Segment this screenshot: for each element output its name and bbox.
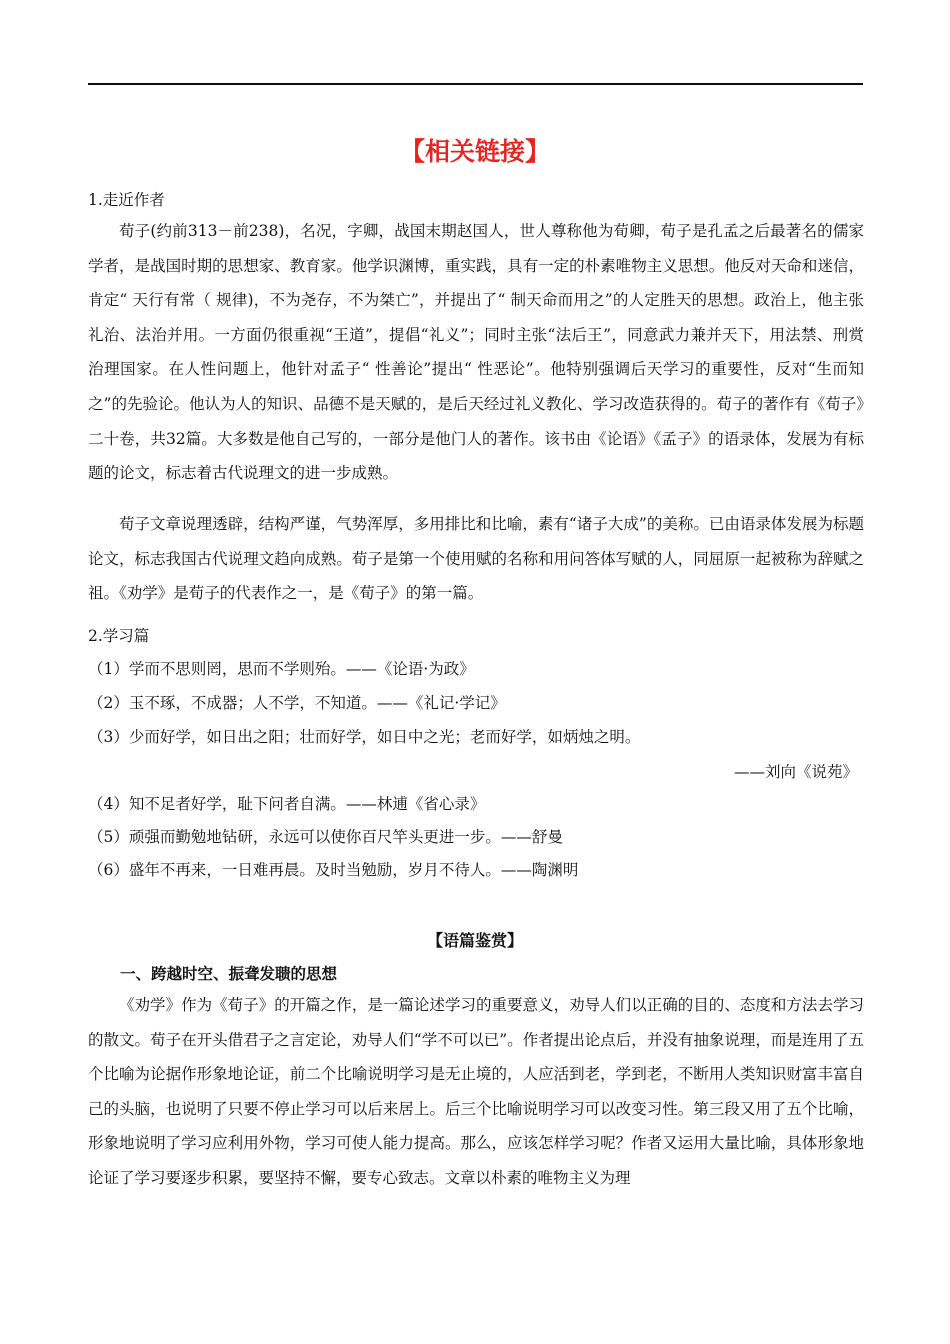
quote-4: （4）知不足者好学，耻下问者自满。——林逋《省心录》: [88, 795, 486, 813]
quote-5: （5）顽强而勤勉地钻研，永远可以使你百尺竿头更进一步。——舒曼: [88, 828, 563, 846]
author-paragraph-2: 荀子文章说理透辟，结构严谨，气势浑厚，多用排比和比喻，素有“诸子大成”的美称。已由语录体发展为标题论文，标志我国古代说理文趋向成熟。荀子是第一个使用赋的名称和用问答体写赋的人，同屈原一起被称为辞赋之祖。《劝学》是荀子的代表作之一，是《荀子》的第一篇。: [88, 515, 864, 603]
appreciation-subheading: 一、跨越时空、振聋发聩的思想: [120, 965, 338, 983]
page-title: 【相关链接】: [399, 137, 550, 166]
appreciation-paragraph: 《劝学》作为《荀子》的开篇之作，是一篇论述学习的重要意义，劝导人们以正确的目的、态度和方法去学习的散文。荀子在开头借君子之言定论，劝导人们“学不可以已”。作者提出论点后，并没有抽象说理，而是连用了五个比喻为论据作形象地论证，前二个比喻说明学习是无止境的，人应活到老，学到老，不断用人类知识财富丰富自己的头脑，也说明了只要不停止学习可以后来居上。后三个比喻说明学习可以改变习性。第三段又用了五个比喻，形象地说明了学习应利用外物，学习可使人能力提高。那么，应该怎样学习呢？作者又运用大量比喻，具体形象地论证了学习要逐步积累，要坚持不懈，要专心致志。文章以朴素的唯物主义为理: [88, 996, 864, 1187]
author-paragraph-1: 荀子(约前313－前238)，名况，字卿，战国末期赵国人，世人尊称他为荀卿，荀子是孔孟之后最著名的儒家学者，是战国时期的思想家、教育家。他学识渊博，重实践，具有一定的朴素唯物主义思想。他反对天命和迷信，肯定“ 天行有常（ 规律)，不为尧存，不为桀亡”，并提出了“ 制天命而用之”的人定胜天的思想。政治上，他主张礼治、法治并用。一方面仍很重视“王道”，提倡“礼义”；同时主张“法后王”，同意武力兼并天下，用法禁、刑赏治理国家。在人性问题上，他针对孟子“ 性善论”提出“ 性恶论”。他特别强调后天学习的重要性，反对“生而知之”的先验论。他认为人的知识、品德不是天赋的，是后天经过礼义教化、学习改造获得的。荀子的著作有《荀子》二十卷，共32篇。大多数是他自己写的，一部分是他门人的著作。该书由《论语》《孟子》的语录体，发展为有标题的论文，标志着古代说理文的进一步成熟。: [88, 222, 864, 483]
study-heading: 2.学习篇: [88, 627, 150, 645]
quote-6: （6）盛年不再来，一日难再晨。及时当勉励，岁月不待人。——陶渊明: [88, 861, 579, 879]
quote-3-attribution: ——刘向《说苑》: [733, 763, 858, 781]
quote-1: （1）学而不思则罔，思而不学则殆。——《论语·为政》: [88, 660, 475, 678]
header-rule: [88, 83, 863, 85]
quote-3: （3）少而好学，如日出之阳；壮而好学，如日中之光；老而好学，如炳烛之明。: [88, 728, 641, 746]
quote-2: （2）玉不琢，不成器；人不学，不知道。——《礼记·学记》: [88, 694, 506, 712]
author-heading: 1.走近作者: [88, 191, 165, 209]
appreciation-title: 【语篇鉴赏】: [426, 931, 523, 950]
